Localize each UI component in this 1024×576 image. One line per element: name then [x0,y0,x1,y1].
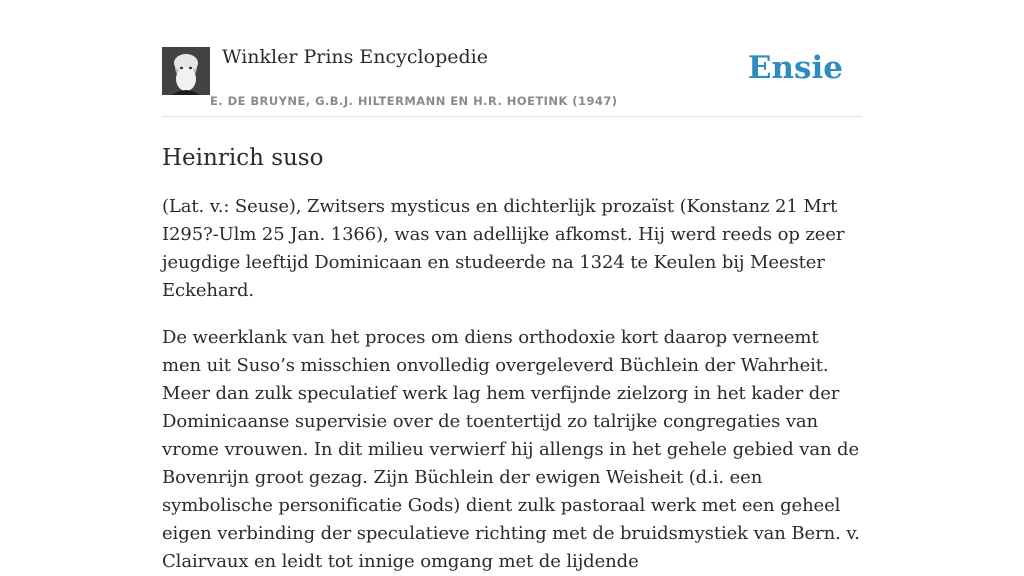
page-container [162,0,862,576]
header [162,0,862,117]
brand-logo[interactable]: Ensie [747,50,843,86]
article-title: Heinrich suso [162,145,324,171]
article-paragraph-2: De weerklank van het proces om diens orthodoxie kort daarop verneemt men uit Suso’s misschien onvolledig overgeleverd Büchlein der Wahrheit. Meer dan zulk speculatief werk lag hem verfijnde zielzorg in het kader der Dominicaanse supervisie over de toentertijd zo talrijke congregaties van vrome vrouwen. In dit milieu verwierf hij allengs in het gehele gebied van de Bovenrijn groot gezag. Zijn Büchlein der ewigen Weisheit (d.i. een symbolische personificatie Gods) dient zulk pastoraal werk met een geheel eigen verbinding der speculatieve richting met de bruidsmystiek van Bern. v. Clairvaux en leidt tot innige omgang met de lijdende [162,327,860,572]
portrait-photo-icon [162,47,210,95]
authors-line: E. DE BRUYNE, G.B.J. HILTERMANN EN H.R. HOETINK (1947) [210,94,618,108]
encyclopedia-title[interactable]: Winkler Prins Encyclopedie [222,46,488,68]
article-paragraph-1: (Lat. v.: Seuse), Zwitsers mysticus en dichterlijk prozaïst (Konstanz 21 Mrt I295?-Ulm 25 Jan. 1366), was van adellijke afkomst. Hij werd reeds op zeer jeugdige leeftijd Dominicaan en studeerde na 1324 te Keulen bij Meester Eckehard. [162,196,845,301]
avatar[interactable] [162,47,210,95]
